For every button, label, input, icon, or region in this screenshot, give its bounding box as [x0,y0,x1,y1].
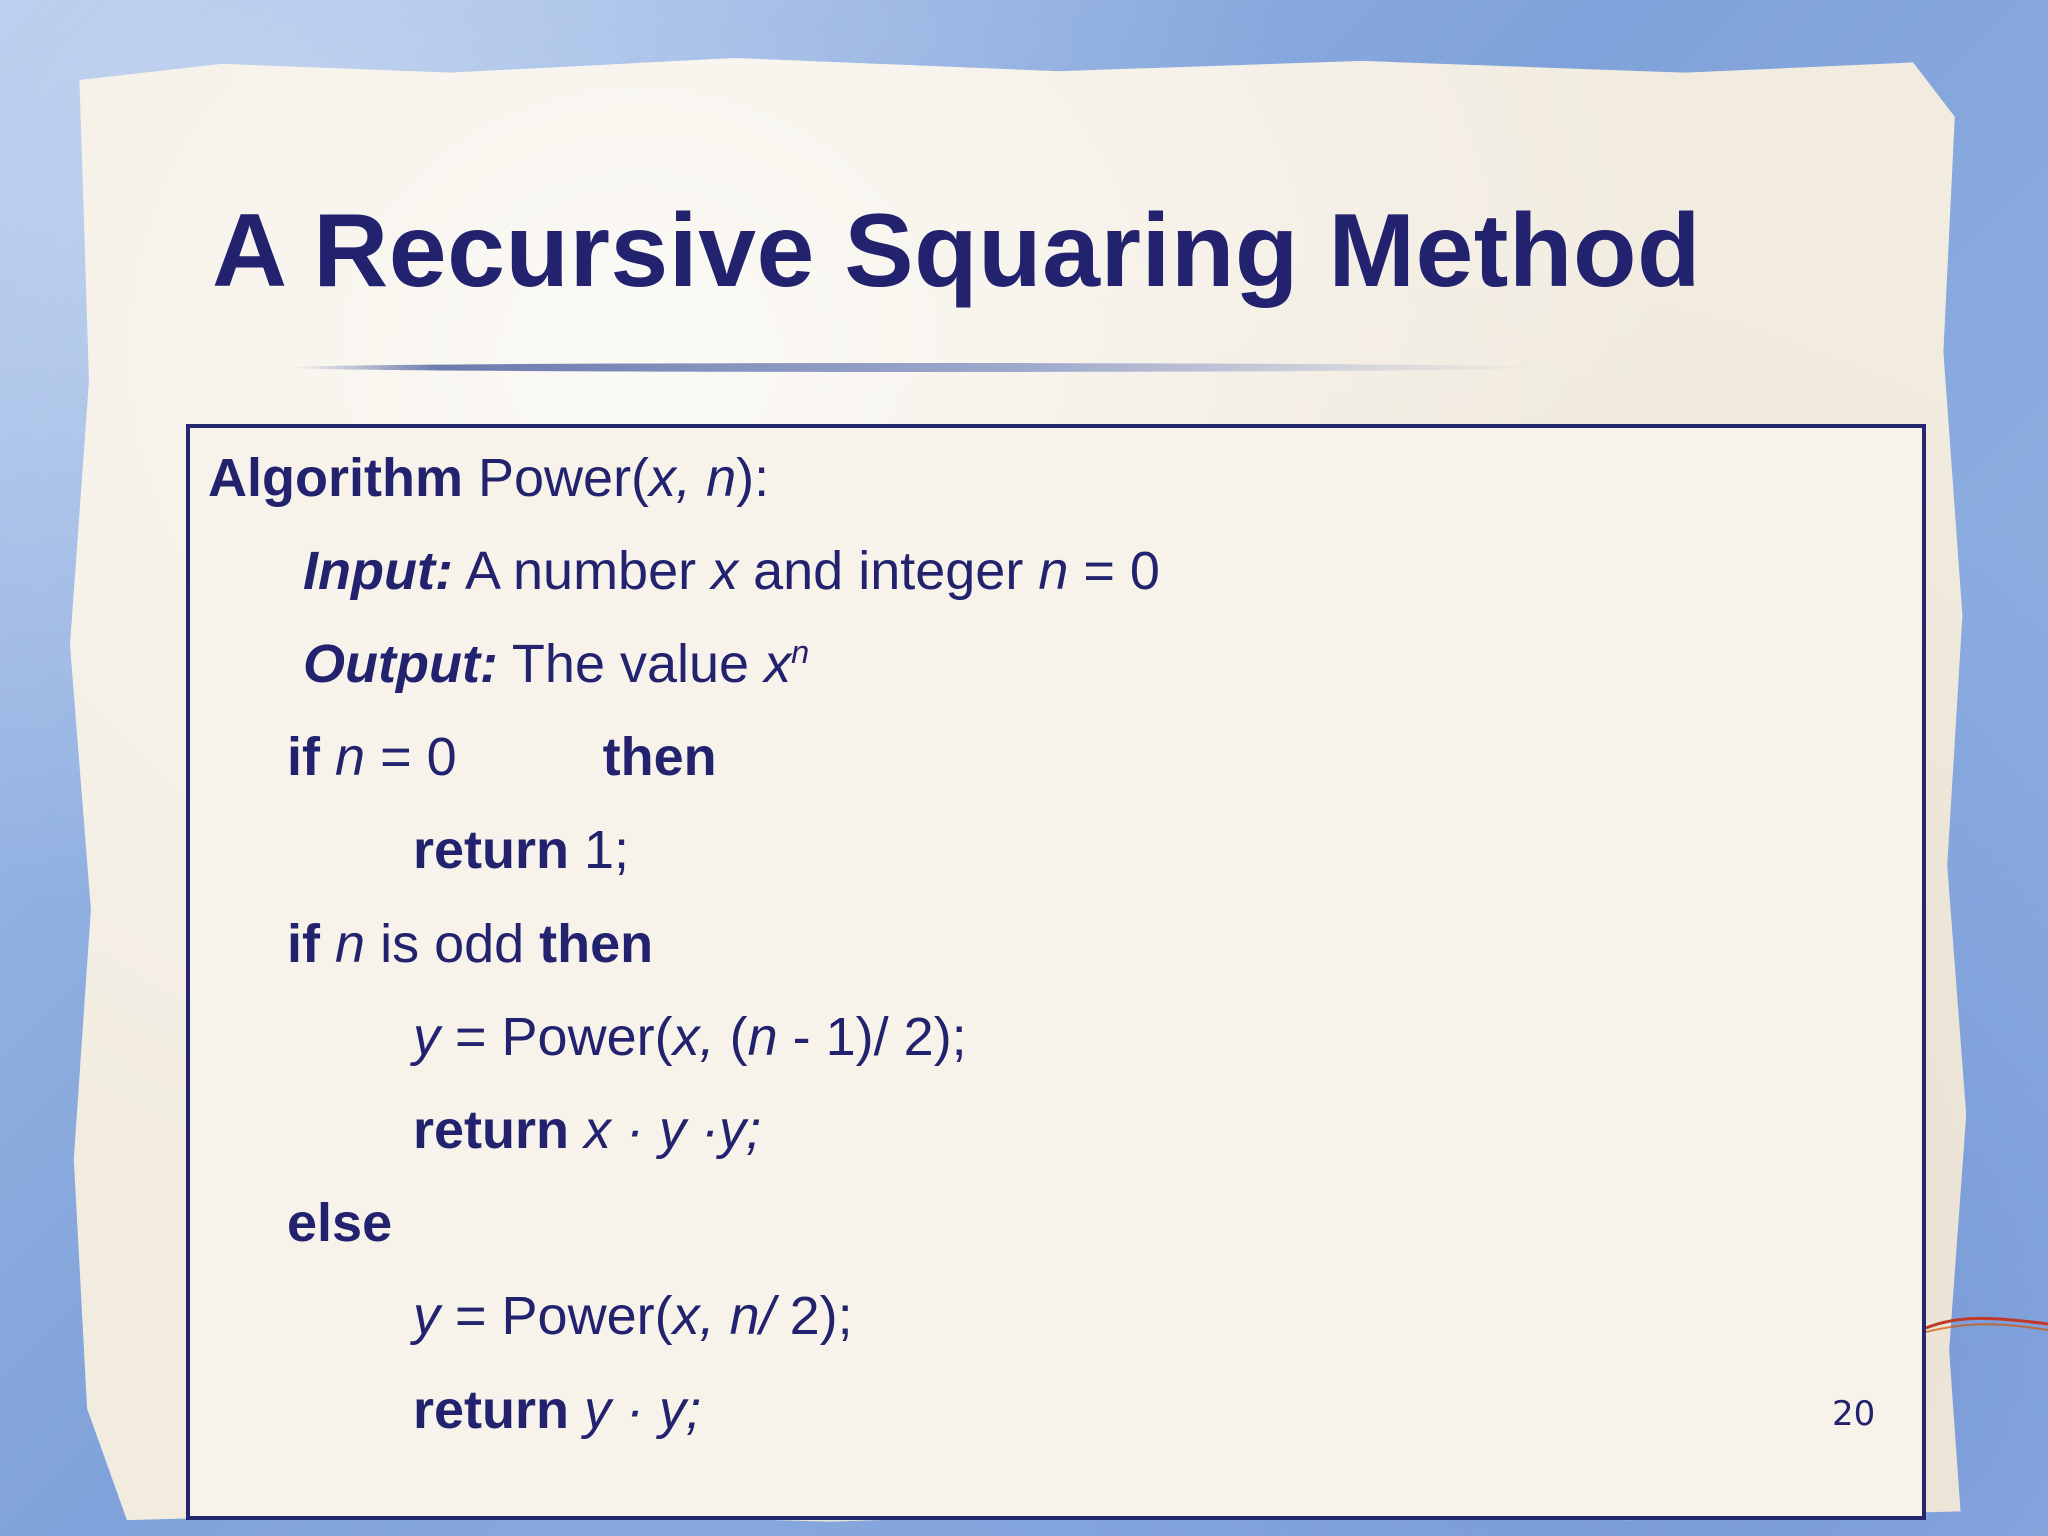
arg-n: n [747,1007,778,1067]
then-keyword: then [539,914,654,974]
algorithm-arg-x: x, [649,448,692,508]
output-label: Output: [303,634,498,694]
var-y: y [413,1286,440,1346]
then-keyword: then [602,727,717,787]
assign-power: = Power( [440,1286,673,1346]
return-keyword: return [413,1380,570,1440]
input-var-n: n [1038,541,1069,601]
assign-rest: 2); [774,1286,853,1346]
input-text-2: and integer [738,541,1039,601]
page-number: 20 [1832,1394,1876,1434]
assign-power: = Power( [440,1007,673,1067]
if-var-n: n [335,914,366,974]
input-text-3: = 0 [1068,541,1160,601]
algorithm-arg-n: n [706,448,737,508]
input-label: Input: [303,541,453,601]
output-line [303,632,809,696]
return-value: 1; [569,820,630,880]
arg-x: x, [672,1007,715,1067]
slide-title: A Recursive Squaring Method [212,193,1701,309]
if-condition: is odd [365,914,540,974]
return-expression: y · y; [584,1380,702,1440]
return-even-line [413,1378,701,1442]
if-condition: = 0 [365,727,457,787]
args: x, n/ [672,1286,775,1346]
algorithm-keyword: Algorithm [208,448,463,508]
return-expression: x · y ·y; [584,1100,762,1160]
algorithm-close: ): [736,448,770,508]
output-var-x: x [764,634,792,694]
input-line [303,539,1160,603]
red-wire-decoration [1926,1310,2048,1340]
algorithm-header [208,446,769,510]
output-text: The value [497,634,765,694]
return-one-line [413,818,629,882]
var-y: y [413,1007,440,1067]
assign-rest: - 1)/ 2); [777,1007,967,1067]
else-line [287,1191,392,1255]
if-zero-line [287,725,717,789]
assign-even-line [413,1284,853,1348]
if-odd-line [287,912,653,976]
algorithm-name: Power( [478,448,650,508]
return-odd-line [413,1098,761,1162]
paren-open: ( [714,1007,748,1067]
else-keyword: else [287,1193,393,1253]
assign-odd-line [413,1005,967,1069]
if-keyword: if [287,914,320,974]
input-var-x: x [711,541,739,601]
if-var-n: n [335,727,366,787]
if-keyword: if [287,727,320,787]
output-exponent-n: n [791,634,810,670]
return-keyword: return [413,820,570,880]
return-keyword: return [413,1100,570,1160]
title-underline [290,363,1540,372]
input-text-1: A number [452,541,712,601]
